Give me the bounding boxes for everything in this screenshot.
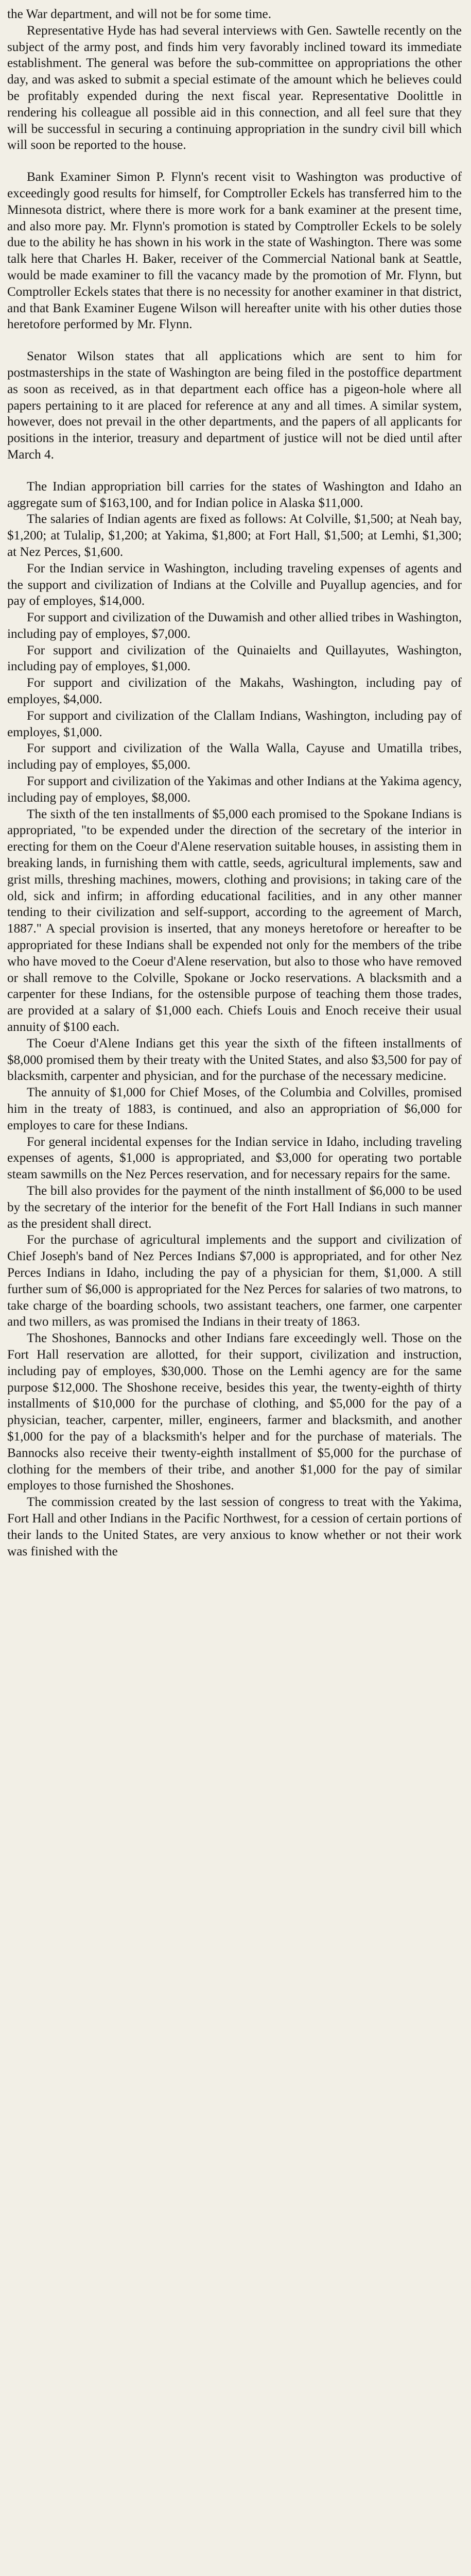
section-gap (7, 463, 462, 479)
article-paragraph: For support and civilization of the Clallam Indians, Washington, including pay of employes, $1,000. (7, 708, 462, 739)
article-paragraph: For general incidental expenses for the Indian service in Idaho, including traveling expenses of agents, $1,000 is appropriated, and $3,000 for operating two portable steam sawmills on the Nez Perces reservation, and for necessary repairs for the same. (7, 1134, 462, 1182)
article-paragraph: For support and civilization of the Duwamish and other allied tribes in Washington, including pay of employes, $7,000. (7, 611, 462, 641)
article-paragraph: Senator Wilson states that all applications which are sent to him for postmasterships in the state of Washington are being filed in the postoffice department as soon as received, as in that department each office has a pigeon-hole where all papers pertaining to it are placed for reference at any and all times. A similar system, however, does not prevail in the other departments, and the papers of all applicants for positions in the interior, treasury and department of justice will not be died until after March 4. (7, 349, 462, 462)
article-paragraph: For support and civilization of the Walla Walla, Cayuse and Umatilla tribes, including pay of employes, $5,000. (7, 741, 462, 772)
section-gap (7, 154, 462, 169)
article-column (7, 6, 462, 1560)
article-paragraph: For the Indian service in Washington, including traveling expenses of agents and the support and civilization of Indians at the Colville and Puyallup agencies, and for pay of employes, $14,000. (7, 561, 462, 608)
article-paragraph: The commission created by the last session of congress to treat with the Yakima, Fort Hall and other Indians in the Pacific Northwest, for a cession of certain portions of their lands to the United States, are very anxious to know whether or not their work was finished with the (7, 1495, 462, 1558)
article-paragraph: For the purchase of agricultural implements and the support and civilization of Chief Joseph's band of Nez Perces Indians $7,000 is appropriated, and for other Nez Perces Indians in Idaho, including the pay of a physician for them, $1,000. A still further sum of $6,000 is appropriated for the Nez Perces for salaries of two matrons, to take charge of the boarding schools, two assistant teachers, one farmer, one carpenter and two millers, as was promised the Indians in their treaty of 1863. (7, 1233, 462, 1329)
article-paragraph: The annuity of $1,000 for Chief Moses, of the Columbia and Colvilles, promised him in the treaty of 1883, is continued, and also an appropriation of $6,000 for employes to care for these Indians. (7, 1086, 462, 1132)
article-paragraph: the War department, and will not be for some time. (7, 7, 272, 21)
article-paragraph: The sixth of the ten installments of $5,000 each promised to the Spokane Indians is appropriated, "to be expended under the direction of the secretary of the interior in erecting for them on the Coeur d'Alene reservation suitable houses, in assisting them in breaking lands, in furnishing them with cattle, seeds, agricultural implements, saw and grist mills, threshing machines, mowers, clothing and provisions; in taking care of the old, sick and infirm; in affording educational facilities, and in any other manner tending to their civilization and self-support, according to the agreement of March, 1887." A special provision is inserted, that any moneys heretofore or hereafter to be appropriated for these Indians shall be expended not only for the members of the tribe who have moved to the Coeur d'Alene reservation, but also to those who have removed or shall remove to the Colville, Spokane or Jocko reservations. A blacksmith and a carpenter for these Indians, for the ostensible purpose of teaching them those trades, are provided at a salary of $1,000 each. Chiefs Louis and Enoch receive their usual annuity of $100 each. (7, 807, 462, 1035)
article-paragraph: For support and civilization of the Quinaielts and Quillayutes, Washington, including pay of employes, $1,000. (7, 643, 462, 674)
article-paragraph: For support and civilization of the Makahs, Washington, including pay of employes, $4,000. (7, 676, 462, 707)
article-paragraph: Bank Examiner Simon P. Flynn's recent visit to Washington was productive of exceedingly good results for himself, for Comptroller Eckels has transferred him to the Minnesota district, where there is more work for a bank examiner at the present time, and also more pay. Mr. Flynn's promotion is stated by Comptroller Eckels to be solely due to the ability he has shown in his work in the state of Washington. There was some talk here that Charles H. Baker, receiver of the Commercial National bank at Seattle, would be made examiner to fill the vacancy made by the promotion of Mr. Flynn, but Comptroller Eckels states that there is no necessity for another examiner in that district, and that Bank Examiner Eugene Wilson will hereafter unite with his other duties those heretofore performed by Mr. Flynn. (7, 170, 462, 332)
article-paragraph: The bill also provides for the payment of the ninth installment of $6,000 to be used by the secretary of the interior for the benefit of the Fort Hall Indians in such manner as the president shall direct. (7, 1183, 462, 1231)
article-paragraph: Representative Hyde has had several interviews with Gen. Sawtelle recently on the subject of the army post, and finds him very favorably inclined toward its immediate establishment. The general was before the sub-committee on appropriations the other day, and was asked to submit a special estimate of the amount which he believes could be profitably expended during the next fiscal year. Representative Doolittle in rendering his colleague all possible aid in this connection, and all feel sure that they will be successful in securing a continuing appropriation in the sundry civil bill which will soon be reported to the house. (7, 23, 462, 152)
article-paragraph: The Shoshones, Bannocks and other Indians fare exceedingly well. Those on the Fort Hall reservation are allotted, for their support, civilization and instruction, including pay of employes, $30,000. Those on the Lemhi agency are for the same purpose $12,000. The Shoshone receive, besides this year, the twenty-eighth of thirty installments of $10,000 for the purchase of clothing, and $5,000 for the pay of a physician, teacher, carpenter, miller, engineers, farmer and blacksmith, and another $1,000 for the pay of a blacksmith's helper and for the purchase of materials. The Bannocks also receive their twenty-eighth installment of $5,000 for the purchase of clothing for the members of their tribe, and another $1,000 for the pay of similar employes to those furnished the Shoshones. (7, 1331, 462, 1493)
article-paragraph: The salaries of Indian agents are fixed as follows: At Colville, $1,500; at Neah bay, $1,200; at Tulalip, $1,200; at Yakima, $1,800; at Fort Hall, $1,500; at Lemhi, $1,300; at Nez Perces, $1,600. (7, 512, 462, 559)
article-paragraph: The Indian appropriation bill carries for the states of Washington and Idaho an aggregate sum of $163,100, and for Indian police in Alaska $11,000. (7, 479, 462, 510)
article-paragraph: The Coeur d'Alene Indians get this year the sixth of the fifteen installments of $8,000 promised them by their treaty with the United States, and also $3,500 for pay of blacksmith, carpenter and physician, and for the purchase of the necessary medicine. (7, 1036, 462, 1083)
article-paragraph: For support and civilization of the Yakimas and other Indians at the Yakima agency, including pay of employes, $8,000. (7, 774, 462, 805)
section-gap (7, 333, 462, 348)
